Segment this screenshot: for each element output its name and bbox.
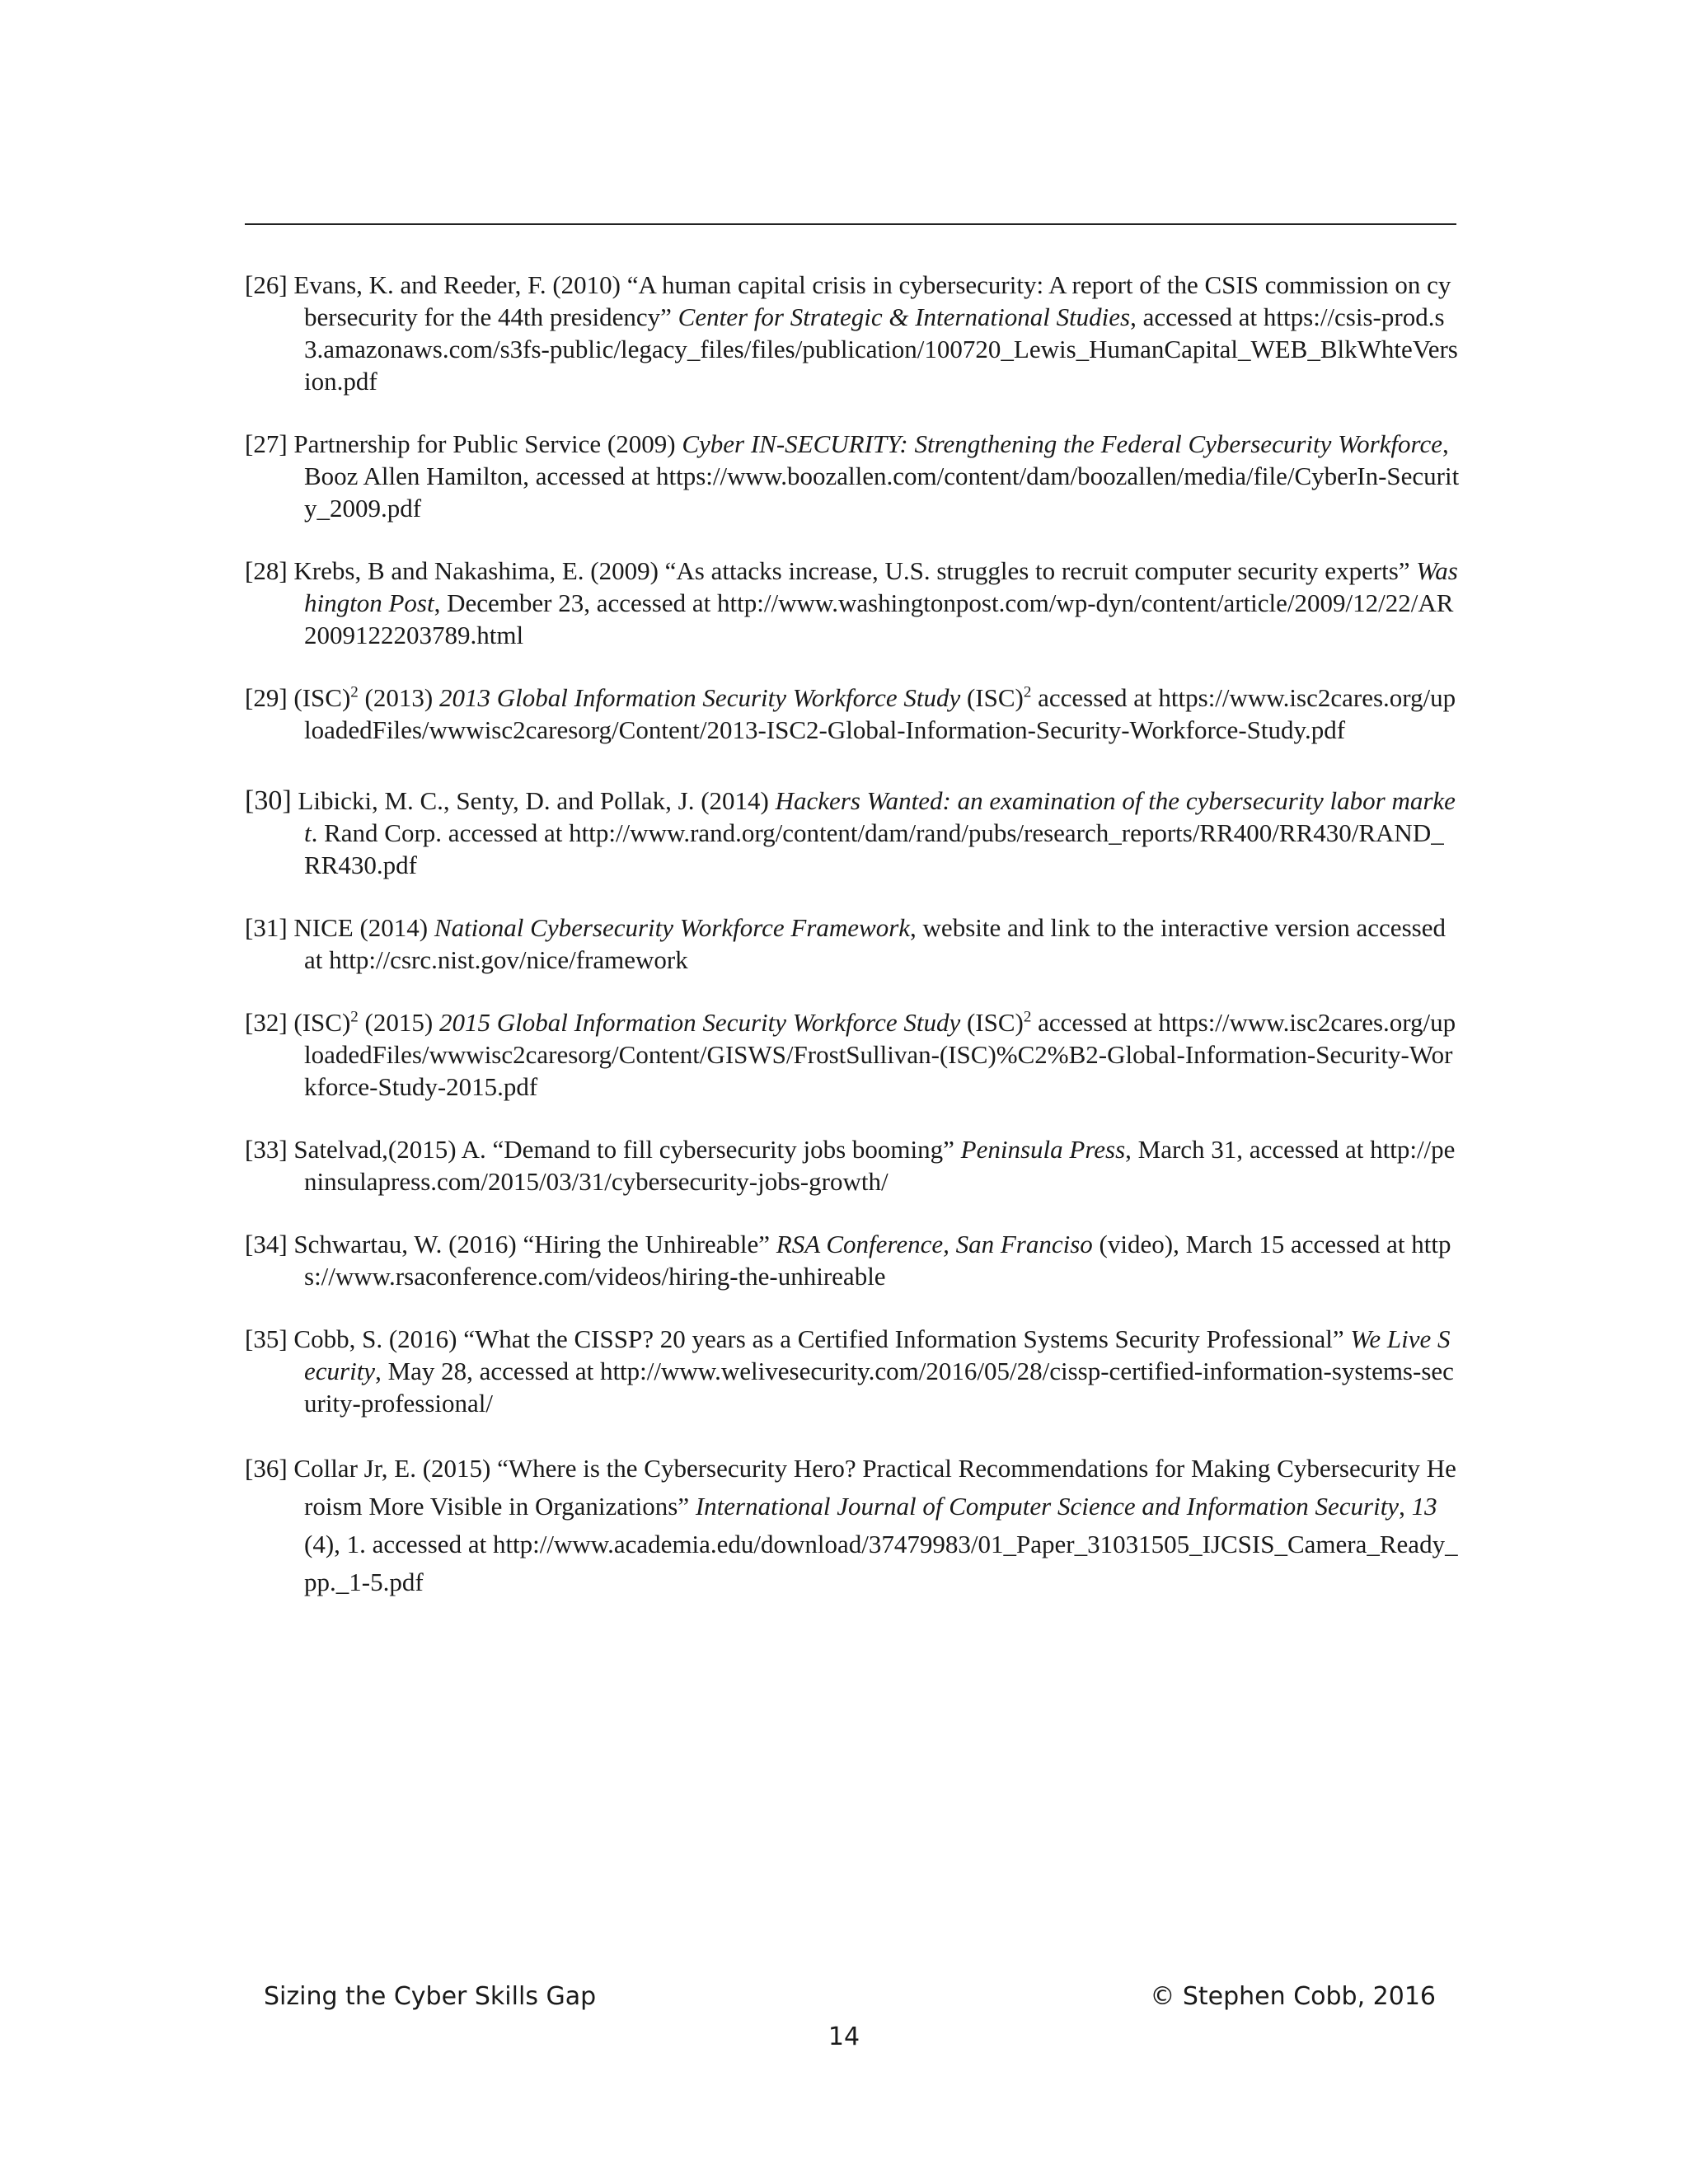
reference-text: accessed at https://www.isc2cares.org/uploadedFiles/wwwisc2caresorg/Content/GISWS/FrostSullivan-(ISC)%C2%B2-Global-Information-Security-Workforce-Study-2015.pdf bbox=[304, 1008, 1456, 1101]
reference-text: , March 31, accessed at http://peninsulapress.com/2015/03/31/cybersecurity-jobs-growth/ bbox=[304, 1135, 1456, 1196]
reference-text: (4), 1. accessed at http://www.academia.edu/download/37479983/01_Paper_31031505_IJCSIS_Camera_Ready_pp._1-5.pdf bbox=[304, 1530, 1458, 1596]
reference-26 bbox=[245, 269, 1460, 397]
reference-list bbox=[245, 269, 1460, 1601]
reference-source: Peninsula Press bbox=[960, 1135, 1126, 1164]
reference-source: International Journal of Computer Science and Information Security bbox=[695, 1492, 1400, 1521]
reference-30 bbox=[245, 785, 1460, 881]
superscript: 2 bbox=[350, 1008, 359, 1026]
reference-31 bbox=[245, 912, 1460, 976]
reference-number: [28] bbox=[245, 556, 288, 585]
reference-text: (ISC) bbox=[960, 683, 1024, 712]
reference-text: accessed at https://www.isc2cares.org/uploadedFiles/wwwisc2caresorg/Content/2013-ISC2-Global-Information-Security-Workforce-Study.pdf bbox=[304, 683, 1456, 744]
reference-number: [36] bbox=[245, 1454, 288, 1483]
reference-32 bbox=[245, 1006, 1460, 1103]
reference-source: We Live Security bbox=[304, 1324, 1451, 1385]
superscript: 2 bbox=[350, 683, 359, 701]
reference-text: (video), March 15 accessed at https://www.rsaconference.com/videos/hiring-the-unhireable bbox=[304, 1230, 1451, 1291]
reference-text: , website and link to the interactive version accessed at http://csrc.nist.gov/nice/framework bbox=[304, 913, 1446, 974]
footer-title: Sizing the Cyber Skills Gap bbox=[264, 1982, 597, 2011]
reference-source: Hackers Wanted: an examination of the cybersecurity labor market bbox=[304, 786, 1456, 847]
reference-source: 2015 Global Information Security Workforce Study bbox=[438, 1008, 961, 1037]
reference-text: Satelvad,(2015) A. “Demand to fill cybersecurity jobs booming” bbox=[293, 1135, 961, 1164]
reference-text: NICE (2014) bbox=[293, 913, 434, 942]
reference-text: . Rand Corp. accessed at http://www.rand.org/content/dam/rand/pubs/research_reports/RR400/RR430/RAND_RR430.pdf bbox=[304, 818, 1444, 879]
reference-text: (2013) bbox=[358, 683, 439, 712]
reference-number: [30] bbox=[245, 785, 292, 816]
reference-number: [35] bbox=[245, 1324, 288, 1353]
reference-number: [26] bbox=[245, 270, 288, 299]
reference-source: 2013 Global Information Security Workforce Study bbox=[438, 683, 961, 712]
reference-34 bbox=[245, 1228, 1460, 1292]
reference-text: (ISC) bbox=[293, 1008, 351, 1037]
footer-copyright: © Stephen Cobb, 2016 bbox=[1150, 1982, 1436, 2011]
header-rule bbox=[245, 223, 1456, 225]
reference-text: (2015) bbox=[358, 1008, 439, 1037]
reference-text: , accessed at https://csis-prod.s3.amazonaws.com/s3fs-public/legacy_files/files/publication/100720_Lewis_HumanCapital_WEB_BlkWhteVersion.pdf bbox=[304, 302, 1458, 396]
reference-text: , December 23, accessed at http://www.washingtonpost.com/wp-dyn/content/article/2009/12/22/AR2009122203789.html bbox=[304, 588, 1454, 649]
reference-text: Collar Jr, E. (2015) “Where is the Cybersecurity Hero? Practical Recommendations for Making Cybersecurity Heroism More Visible in Organizations” bbox=[293, 1454, 1456, 1521]
reference-number: [29] bbox=[245, 683, 288, 712]
reference-text: Partnership for Public Service (2009) bbox=[293, 429, 682, 458]
superscript: 2 bbox=[1023, 1008, 1032, 1026]
reference-source: Cyber IN-SECURITY: Strengthening the Federal Cybersecurity Workforce bbox=[682, 429, 1442, 458]
reference-text: , May 28, accessed at http://www.welivesecurity.com/2016/05/28/cissp-certified-information-systems-security-professional/ bbox=[304, 1357, 1454, 1418]
reference-29 bbox=[245, 682, 1460, 746]
reference-text: (ISC) bbox=[960, 1008, 1024, 1037]
reference-27 bbox=[245, 428, 1460, 524]
reference-text: (ISC) bbox=[293, 683, 351, 712]
reference-35 bbox=[245, 1323, 1460, 1419]
reference-number: [33] bbox=[245, 1135, 288, 1164]
reference-number: [31] bbox=[245, 913, 288, 942]
reference-36 bbox=[245, 1450, 1460, 1601]
reference-text: , bbox=[1399, 1492, 1412, 1521]
reference-source: National Cybersecurity Workforce Framework bbox=[434, 913, 911, 942]
reference-volume: 13 bbox=[1411, 1492, 1437, 1521]
reference-text: Libicki, M. C., Senty, D. and Pollak, J. (2014) bbox=[291, 786, 776, 815]
reference-text: Schwartau, W. (2016) “Hiring the Unhireable” bbox=[293, 1230, 776, 1258]
reference-number: [34] bbox=[245, 1230, 288, 1258]
reference-text: Evans, K. and Reeder, F. (2010) “A human capital crisis in cybersecurity: A report of the CSIS commission on cybersecurity for the 44th presidency” bbox=[293, 270, 1451, 331]
reference-text: Cobb, S. (2016) “What the CISSP? 20 years as a Certified Information Systems Security Professional” bbox=[293, 1324, 1351, 1353]
reference-text: , Booz Allen Hamilton, accessed at https://www.boozallen.com/content/dam/boozallen/media/file/CyberIn-Security_2009.pdf bbox=[304, 429, 1460, 523]
reference-33 bbox=[245, 1133, 1460, 1197]
reference-text: Krebs, B and Nakashima, E. (2009) “As attacks increase, U.S. struggles to recruit computer security experts” bbox=[293, 556, 1417, 585]
reference-28 bbox=[245, 555, 1460, 651]
superscript: 2 bbox=[1023, 683, 1032, 701]
reference-number: [32] bbox=[245, 1008, 288, 1037]
reference-source: Center for Strategic & International Studies bbox=[678, 302, 1131, 331]
page-number: 14 bbox=[828, 2022, 860, 2051]
reference-source: Washington Post bbox=[304, 556, 1458, 617]
reference-source: RSA Conference, San Franciso bbox=[776, 1230, 1093, 1258]
reference-number: [27] bbox=[245, 429, 288, 458]
